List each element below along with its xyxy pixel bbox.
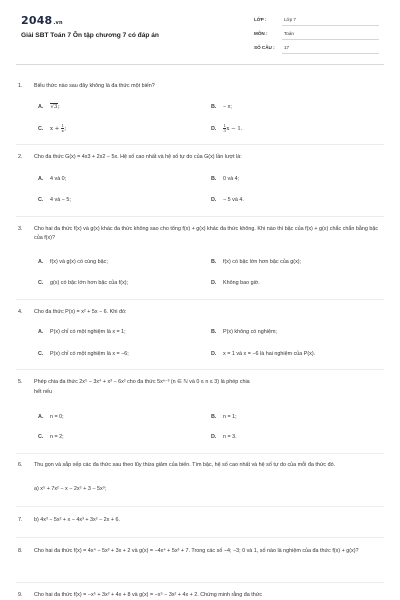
meta-count-row (254, 42, 379, 54)
option-3b: B. f(x) có bậc lớn hơn bậc của g(x); (211, 259, 302, 265)
option-1b: B. − x; (211, 104, 232, 110)
question-text: Cho đa thức P(x) = x² + 5x − 6. Khi đó: (34, 309, 127, 315)
option-1c: C. x + $\frac{1}{x}$ ; (38, 123, 67, 133)
option-2c: C. 4 và − 5; (38, 197, 71, 203)
meta-class-row (254, 14, 379, 26)
option-4b: B. P(x) không có nghiệm; (211, 329, 277, 335)
meta-count-value: 17 (284, 45, 290, 50)
option-text: √3; (50, 104, 60, 110)
question-number: 1. (18, 83, 23, 89)
question-text-cont: hết nếu (34, 389, 52, 395)
question-text: Biểu thức nào sau đây không là đa thức một biến? (34, 83, 155, 89)
question-8: 8. Cho hai đa thức f(x) = 4x⁴ − 5x³ + 3x + 2 và g(x) = −4x⁴ + 5x³ + 7. Trong các số −4; −3; 0 và 1, số nào là nghiệm của đa thức f(x) + g(x)? (18, 547, 384, 567)
question-text: Thu gọn và sắp xếp các đa thức sau theo lũy thừa giảm của biến. Tìm bậc, hệ số cao nhất và hệ số tự do của mỗi đa thức đó. (34, 462, 336, 468)
question-3: 3. Cho hai đa thức f(x) và g(x) khác đa thức không sao cho tổng f(x) + g(x) khác đa thức không. Khi nào thì bậc của f(x) + g(x) chắc chắn bằng bậc của f(x)? (18, 225, 384, 245)
question-6: 6. Thu gọn và sắp xếp các đa thức sau theo lũy thừa giảm của biến. Tìm bậc, hệ số cao nhất và hệ số tự do của mỗi đa thức đó. a) x⁵ + 7x² − x − 2x⁵ + 3 − 5x³; (18, 461, 384, 491)
site-logo[interactable]: 2048.vn (21, 14, 63, 27)
question-9: 9. Cho hai đa thức f(x) = −x⁵ + 3x² + 4x + 8 và g(x) = −x⁵ − 3x² + 4x + 2. Chứng minh rằng đa thức (18, 591, 384, 600)
option-5c: C. n = 2; (38, 434, 64, 440)
option-4d: D. x = 1 và x = −6 là hai nghiệm của P(x). (211, 351, 316, 357)
option-2a: A. 4 và 0; (38, 176, 67, 182)
option-2b: B. 0 và 4; (211, 176, 240, 182)
header-divider (16, 64, 384, 65)
document-page: 2048.vn Giải SBT Toán 7 Ôn tập chương 7 có đáp án LỚP : Lớp 7 MÔN : Toán SỐ CÂU : 17 1. Biểu thức nào sau đây không là đa thức một biến? A. √3; B. − x; C. x + $\frac{1}{x}$ ; D. $\frac{1}{3}$ x − 1. 2. Cho đa thức G(x) = 4x3 + 2x2 − 5x. Hệ số cao nhất và hệ số tự do của G(x) lần lượt là: A. 4 và 0; B. 0 và 4; C. 4 và − 5; D. − 5 và 4. 3. Cho hai đa thức f(x) và g(x) khác đa thức không sao cho tổng f(x) + g(x) khác đa thức không. Khi nào thì bậc của f(x) + g(x) chắc chắn bằng bậc của f(x)? A. f(x) và g(x) có cùng bậc; B. f(x) có bậc lớn hơn bậc của g(x); C. g(x) có bậc lớn hơn bậc của f(x); D. Không bao giờ. 4. Cho đa thức P(x) = x² + 5x − 6. Khi đó: A. P(x) chỉ có một nghiệm là x = 1; B. P(x) không có nghiệm; C. P(x) chỉ có một nghiệm là x = −6; D. x = 1 và x = −6 là hai nghiệm của P(x). 5. Phép chia đa thức 2x⁵ − 3x⁴ + x³ − 6x² cho đa thức 5xⁿ⁻³ (n ∈ ℕ và 0 ≤ n ≤ 3) là phép chia hết nếu A. n = 0; B. n = 1; C. n = 2; D. n = 3. 6. Thu gọn và sắp xếp các đa thức sau theo lũy thừa giảm của biến. Tìm bậc, hệ số cao nhất và hệ số tự do của mỗi đa thức đó. a) x⁵ + 7x² − x − 2x⁵ + 3 − 5x³; 7. b) 4x³ − 5x² + x − 4x³ + 3x² − 2x + 6. 8. Cho hai đa thức f(x) = 4x⁴ − 5x³ + 3x + 2 và g(x) = −4x⁴ + 5x³ + 7. Trong các số −4; −3; 0 và 1, số nào là nghiệm của đa thức f(x) + g(x)? 9. Cho hai đa thức f(x) = −x⁵ + 3x² + 4x + 8 và g(x) = −x⁵ − 3x² + 4x + 2. Chứng minh rằng đa thức (0, 0, 400, 600)
meta-subject-label: MÔN : (254, 31, 268, 36)
question-text: Cho hai đa thức f(x) và g(x) khác đa thức không sao cho tổng f(x) + g(x) khác đa thức không. Khi nào thì bậc của f(x) + g(x) chắc chắn bằng bậc của f(x)? (34, 226, 379, 241)
question-5: 5. Phép chia đa thức 2x⁵ − 3x⁴ + x³ − 6x² cho đa thức 5xⁿ⁻³ (n ∈ ℕ và 0 ≤ n ≤ 3) là phép chia hết nếu (18, 378, 384, 398)
meta-class-label: LỚP : (254, 17, 267, 22)
option-1d: D. $\frac{1}{3}$ x − 1. (211, 123, 243, 133)
option-3d: D. Không bao giờ. (211, 280, 260, 286)
option-3a: A. f(x) và g(x) có cùng bậc; (38, 259, 108, 265)
option-5d: D. n = 3. (211, 434, 237, 440)
meta-subject-row (254, 28, 379, 40)
question-text: Phép chia đa thức 2x⁵ − 3x⁴ + x³ − 6x² cho đa thức 5xⁿ⁻³ (n ∈ ℕ và 0 ≤ n ≤ 3) là phép chia (34, 379, 250, 385)
meta-class-value: Lớp 7 (284, 17, 296, 22)
option-1a: A. √3; (38, 104, 60, 110)
option-2d: D. − 5 và 4. (211, 197, 244, 203)
question-text: Cho đa thức G(x) = 4x3 + 2x2 − 5x. Hệ số cao nhất và hệ số tự do của G(x) lần lượt là: (34, 154, 242, 160)
option-4a: A. P(x) chỉ có một nghiệm là x = 1; (38, 329, 126, 335)
meta-count-label: SỐ CÂU : (254, 45, 275, 50)
question-text: Cho hai đa thức f(x) = 4x⁴ − 5x³ + 3x + 2 và g(x) = −4x⁴ + 5x³ + 7. Trong các số −4; −3; 0 và 1, số nào là nghiệm của đa thức f(x) + g(x)? (34, 548, 359, 554)
meta-subject-value: Toán (284, 31, 294, 36)
question-text: b) 4x³ − 5x² + x − 4x³ + 3x² − 2x + 6. (34, 517, 120, 523)
question-text: Cho hai đa thức f(x) = −x⁵ + 3x² + 4x + 8 và g(x) = −x⁵ − 3x² + 4x + 2. Chứng minh rằng đa thức (34, 592, 263, 598)
question-subpart: a) x⁵ + 7x² − x − 2x⁵ + 3 − 5x³; (34, 486, 107, 492)
option-4c: C. P(x) chỉ có một nghiệm là x = −6; (38, 351, 129, 357)
option-5b: B. n = 1; (211, 414, 237, 420)
option-3c: C. g(x) có bậc lớn hơn bậc của f(x); (38, 280, 129, 286)
document-title: Giải SBT Toán 7 Ôn tập chương 7 có đáp án (21, 32, 159, 39)
option-5a: A. n = 0; (38, 414, 64, 420)
